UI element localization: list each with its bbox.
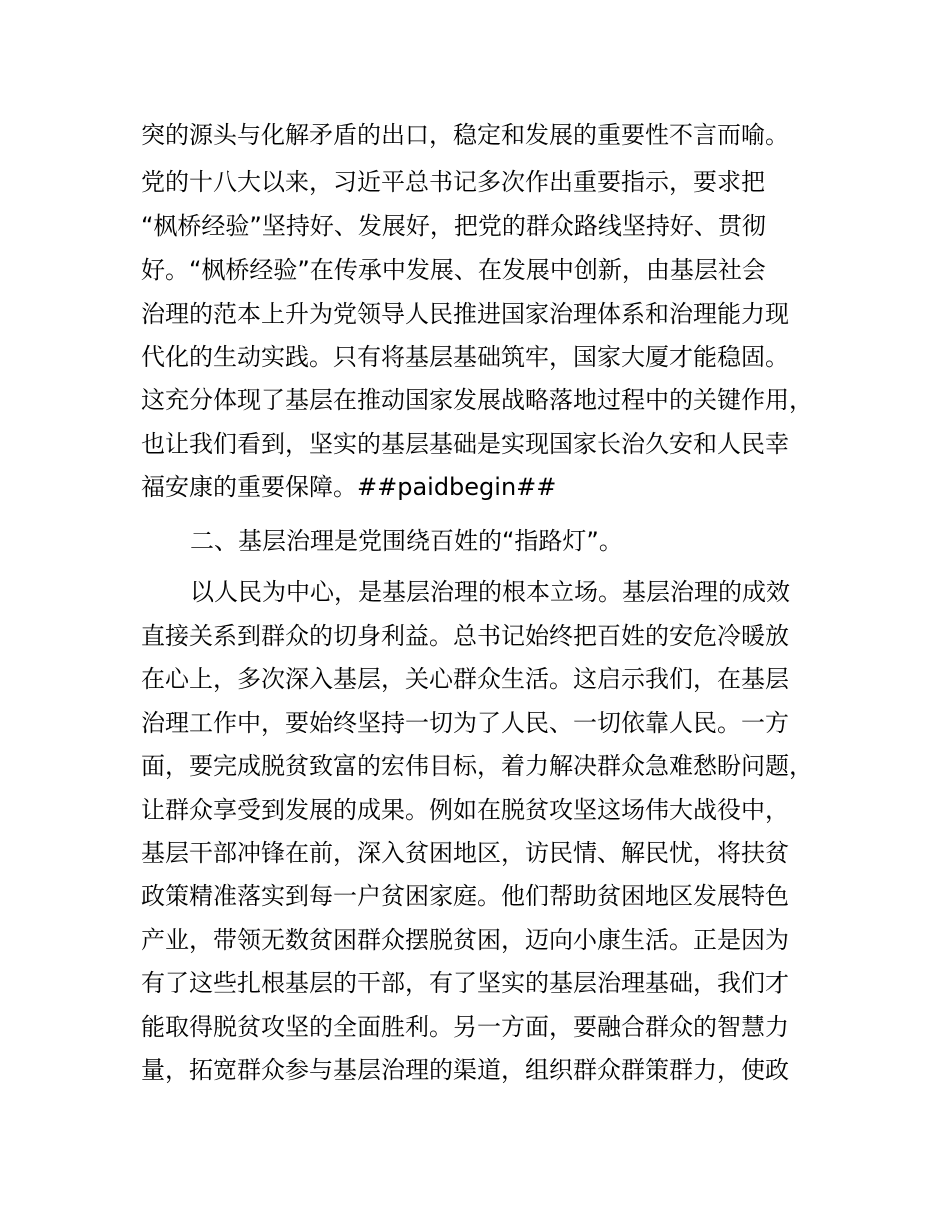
section-heading: 二、基层治理是党围绕百姓的“指路灯”。: [190, 527, 623, 555]
text-line: 能取得脱贫攻坚的全面胜利。另一方面，要融合群众的智慧力: [141, 1013, 789, 1041]
text-line: 基层干部冲锋在前，深入贫困地区，访民情、解民忧，将扶贫: [141, 839, 789, 867]
text-line: 量，拓宽群众参与基层治理的渠道，组织群众群策群力，使政: [141, 1056, 789, 1084]
text-line: 好。“枫桥经验”在传承中发展、在发展中创新，由基层社会: [141, 256, 766, 284]
text-line: 党的十八大以来，习近平总书记多次作出重要指示，要求把: [141, 168, 765, 196]
text-line: 突的源头与化解矛盾的出口，稳定和发展的重要性不言而喻。: [141, 121, 789, 149]
paragraph-first-line: 以人民为中心，是基层治理的根本立场。基层治理的成效: [190, 578, 790, 606]
text-line: 政策精准落实到每一户贫困家庭。他们帮助贫困地区发展特色: [141, 882, 789, 910]
text-line: 治理的范本上升为党领导人民推进国家治理体系和治理能力现: [141, 300, 789, 328]
text-line: 在心上，多次深入基层，关心群众生活。这启示我们，在基层: [141, 665, 789, 693]
text-line: 直接关系到群众的切身利益。总书记始终把百姓的安危冷暖放: [141, 622, 789, 650]
text-line: 面，要完成脱贫致富的宏伟目标，着力解决群众急难愁盼问题，: [141, 752, 813, 780]
text-line: 也让我们看到，坚实的基层基础是实现国家长治久安和人民幸: [141, 430, 789, 458]
text-line: 治理工作中，要始终坚持一切为了人民、一切依靠人民。一方: [141, 709, 789, 737]
text-line: 有了这些扎根基层的干部，有了坚实的基层治理基础，我们才: [141, 969, 789, 997]
text-line: 福安康的重要保障。##paidbegin##: [141, 473, 557, 501]
text-line: 产业，带领无数贫困群众摆脱贫困，迈向小康生活。正是因为: [141, 926, 789, 954]
text-line: 这充分体现了基层在推动国家发展战略落地过程中的关键作用，: [141, 386, 813, 414]
text-line: 让群众享受到发展的成果。例如在脱贫攻坚这场伟大战役中，: [141, 796, 789, 824]
text-line: 代化的生动实践。只有将基层基础筑牢，国家大厦才能稳固。: [141, 343, 789, 371]
text-line: “枫桥经验”坚持好、发展好，把党的群众路线坚持好、贯彻: [141, 212, 766, 240]
